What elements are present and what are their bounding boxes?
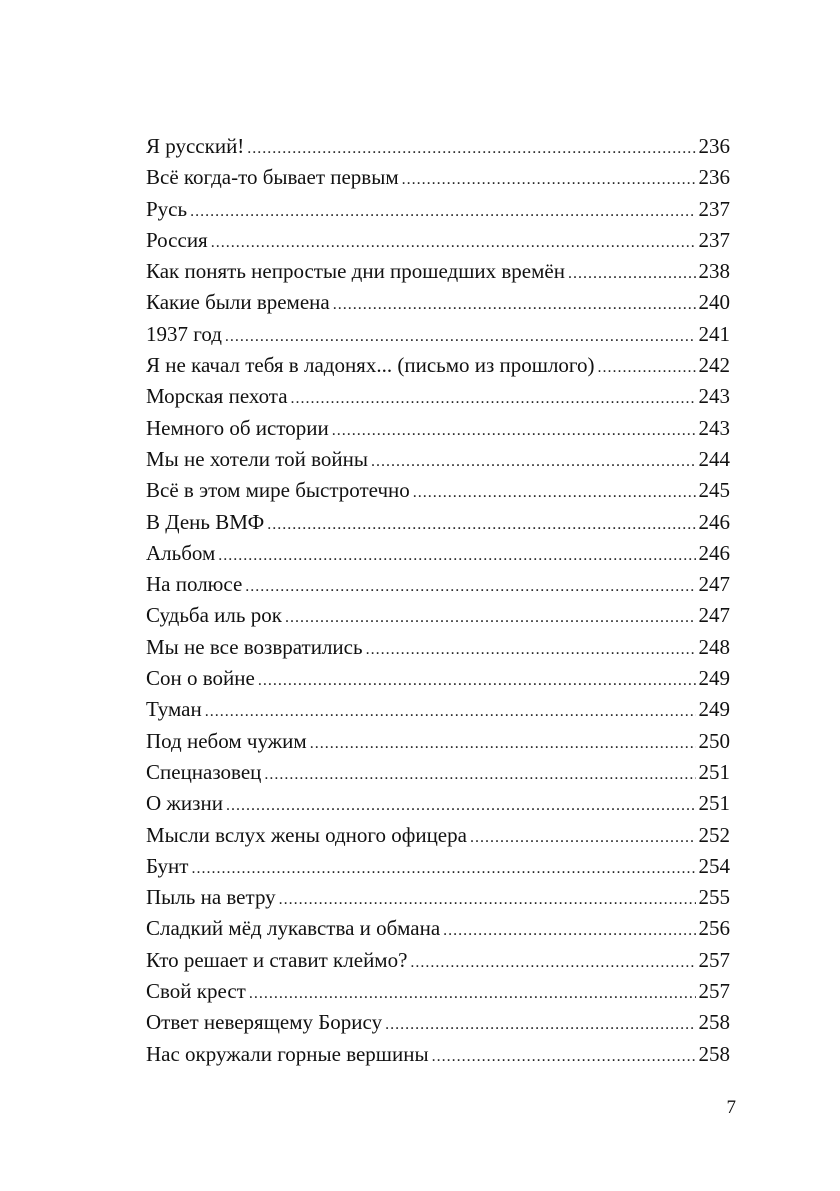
dot-leader: [432, 1041, 696, 1072]
toc-entry-page: 237: [698, 196, 730, 221]
toc-entry: [146, 1039, 730, 1070]
dot-leader: [245, 571, 695, 602]
dot-leader: [413, 477, 696, 508]
toc-entry-title: Сон о войне: [146, 666, 255, 691]
toc-entry-page: 255: [698, 885, 730, 910]
toc-entry-page: 249: [698, 697, 730, 722]
toc-entry-title: Мы не хотели той войны: [146, 446, 368, 471]
toc-entry-title: Россия: [146, 227, 208, 252]
toc-entry-page: 254: [698, 853, 730, 878]
toc-entry-title: Альбом: [146, 540, 216, 565]
toc-entry: [146, 507, 730, 538]
toc-entry: [146, 663, 730, 694]
toc-entry-title: О жизни: [146, 791, 223, 816]
dot-leader: [205, 696, 696, 727]
toc-entry-page: 256: [698, 916, 730, 941]
dot-leader: [279, 884, 696, 915]
toc-entry-page: 243: [698, 415, 730, 440]
toc-entry: [146, 350, 730, 381]
toc-entry: [146, 538, 730, 569]
toc-entry-page: 246: [698, 540, 730, 565]
toc-entry-page: 250: [698, 728, 730, 753]
dot-leader: [371, 446, 696, 477]
toc-entry-title: Туман: [146, 697, 202, 722]
toc-entry: [146, 913, 730, 944]
toc-entry: [146, 851, 730, 882]
toc-entry-title: Русь: [146, 196, 188, 221]
toc-entry: [146, 976, 730, 1007]
table-of-contents: [146, 131, 730, 1070]
toc-entry: [146, 1007, 730, 1038]
toc-entry-page: 236: [698, 134, 730, 158]
toc-entry: [146, 569, 730, 600]
toc-entry: [146, 757, 730, 788]
toc-entry-page: 257: [698, 947, 730, 972]
dot-leader: [333, 289, 696, 320]
dot-leader: [249, 978, 696, 1009]
toc-entry-page: 252: [698, 822, 730, 847]
toc-entry-title: Сладкий мёд лукавства и обмана: [146, 916, 441, 941]
dot-leader: [264, 759, 695, 790]
toc-entry: [146, 225, 730, 256]
toc-entry: [146, 600, 730, 631]
toc-entry-page: 258: [698, 1010, 730, 1035]
toc-entry-title: В День ВМФ: [146, 509, 265, 534]
toc-entry: [146, 194, 730, 225]
toc-entry-title: Под небом чужим: [146, 728, 307, 753]
dot-leader: [247, 133, 695, 164]
toc-entry: [146, 475, 730, 506]
dot-leader: [310, 728, 696, 759]
toc-entry: [146, 413, 730, 444]
toc-entry: [146, 319, 730, 350]
toc-entry-title: Я не качал тебя в ладонях... (письмо из прошлого): [146, 353, 595, 378]
toc-entry: [146, 882, 730, 913]
toc-entry-page: 257: [698, 979, 730, 1004]
toc-entry-title: Ответ неверящему Борису: [146, 1010, 383, 1035]
toc-entry-title: Свой крест: [146, 979, 246, 1004]
dot-leader: [402, 164, 696, 195]
dot-leader: [211, 227, 696, 258]
dot-leader: [191, 853, 695, 884]
dot-leader: [598, 352, 696, 383]
toc-entry-page: 247: [698, 572, 730, 597]
toc-entry-title: Какие были времена: [146, 290, 330, 315]
dot-leader: [267, 509, 695, 540]
dot-leader: [258, 665, 696, 696]
dot-leader: [225, 321, 696, 352]
toc-entry: [146, 945, 730, 976]
toc-entry-title: 1937 год: [146, 321, 222, 346]
toc-entry: [146, 820, 730, 851]
toc-entry: [146, 444, 730, 475]
toc-entry-page: 251: [698, 791, 730, 816]
toc-entry-page: 242: [698, 353, 730, 378]
toc-entry: [146, 381, 730, 412]
toc-entry-title: Нас окружали горные вершины: [146, 1041, 429, 1066]
toc-entry: [146, 131, 730, 162]
toc-entry-title: Мы не все возвратились: [146, 634, 363, 659]
dot-leader: [190, 196, 695, 227]
toc-entry-page: 258: [698, 1041, 730, 1066]
dot-leader: [332, 415, 696, 446]
toc-entry-page: 238: [698, 259, 730, 284]
toc-entry: [146, 256, 730, 287]
dot-leader: [410, 947, 695, 978]
dot-leader: [291, 383, 696, 414]
toc-entry-page: 251: [698, 759, 730, 784]
toc-entry-title: Кто решает и ставит клеймо?: [146, 947, 408, 972]
toc-entry-title: Я русский!: [146, 134, 245, 158]
toc-entry-title: Как понять непростые дни прошедших времён: [146, 259, 565, 284]
page-number: 7: [726, 1097, 736, 1118]
dot-leader: [366, 634, 696, 665]
dot-leader: [285, 602, 696, 633]
toc-entry: [146, 726, 730, 757]
dot-leader: [385, 1009, 695, 1040]
toc-entry: [146, 694, 730, 725]
toc-entry: [146, 632, 730, 663]
toc-entry-page: 237: [698, 227, 730, 252]
toc-entry: [146, 287, 730, 318]
toc-entry-page: 245: [698, 478, 730, 503]
toc-entry: [146, 162, 730, 193]
toc-entry-page: 248: [698, 634, 730, 659]
toc-entry-title: Бунт: [146, 853, 189, 878]
toc-entry-title: Мысли вслух жены одного офицера: [146, 822, 467, 847]
dot-leader: [226, 790, 696, 821]
toc-entry-title: Морская пехота: [146, 384, 288, 409]
toc-entry-title: Всё когда-то бывает первым: [146, 165, 399, 190]
toc-entry-page: 246: [698, 509, 730, 534]
toc-entry: [146, 788, 730, 819]
toc-entry-page: 249: [698, 666, 730, 691]
toc-entry-page: 241: [698, 321, 730, 346]
toc-entry-page: 240: [698, 290, 730, 315]
toc-entry-title: Пыль на ветру: [146, 885, 276, 910]
dot-leader: [218, 540, 695, 571]
dot-leader: [443, 915, 695, 946]
toc-entry-page: 236: [698, 165, 730, 190]
toc-entry-page: 244: [698, 446, 730, 471]
dot-leader: [568, 258, 696, 289]
toc-entry-title: Спецназовец: [146, 759, 262, 784]
toc-entry-page: 243: [698, 384, 730, 409]
toc-entry-title: Судьба иль рок: [146, 603, 282, 628]
toc-entry-page: 247: [698, 603, 730, 628]
toc-entry-title: Немного об истории: [146, 415, 329, 440]
toc-entry-title: На полюсе: [146, 572, 243, 597]
toc-entry-title: Всё в этом мире быстротечно: [146, 478, 410, 503]
dot-leader: [470, 822, 696, 853]
